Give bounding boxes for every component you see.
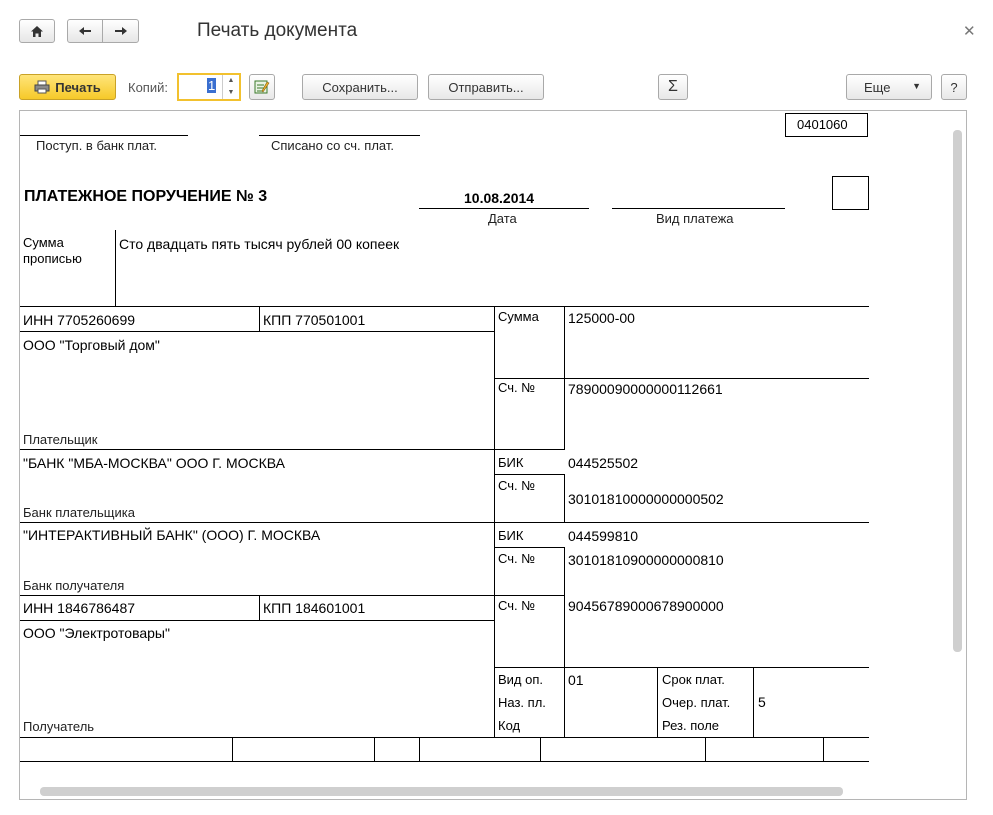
close-icon[interactable]: ✕	[963, 23, 976, 40]
print-button-label: Печать	[55, 79, 101, 95]
grid-line	[20, 306, 869, 307]
recipient-kpp: КПП 184601001	[263, 600, 366, 616]
payer-bank-account: 30101810000000000502	[568, 491, 724, 507]
priority-label: Очер. плат.	[662, 695, 731, 710]
reserve-label: Рез. поле	[662, 718, 720, 733]
grid-line	[705, 737, 706, 761]
grid-line	[232, 737, 233, 761]
amount-words-label-1: Сумма	[23, 235, 64, 250]
recipient-label: Получатель	[23, 719, 95, 734]
more-button[interactable]	[846, 74, 932, 100]
due-label: Срок плат.	[662, 672, 725, 687]
grid-line	[20, 522, 869, 523]
payment-type-box	[832, 176, 869, 210]
recipient-bank-account-label: Сч. №	[498, 551, 536, 566]
dropdown-arrow-icon: ▼	[912, 81, 921, 91]
edit-button[interactable]	[249, 74, 275, 100]
payer-account: 78900090000000112661	[568, 381, 723, 397]
copies-stepper[interactable]: ▲ ▼	[222, 75, 239, 99]
window-title: Печать документа	[197, 20, 358, 41]
recipient-bank-bik-label: БИК	[498, 528, 524, 543]
amount-words: Сто двадцать пять тысяч рублей 00 копеек	[119, 236, 400, 252]
grid-line	[540, 737, 541, 761]
grid-line	[20, 737, 869, 738]
copies-input[interactable]	[177, 73, 241, 101]
recipient-bank-bik: 044599810	[568, 528, 639, 544]
grid-line	[564, 667, 565, 737]
grid-line	[259, 306, 260, 331]
purpose-label: Наз. пл.	[498, 695, 546, 710]
date-value: 10.08.2014	[464, 190, 535, 206]
payer-bank-account-label: Сч. №	[498, 478, 536, 493]
payer-name: ООО "Торговый дом"	[23, 337, 160, 353]
payer-bank-bik: 044525502	[568, 455, 639, 471]
back-button[interactable]	[67, 19, 103, 43]
grid-line	[494, 667, 869, 668]
sum-button[interactable]: Σ	[658, 74, 688, 100]
recipient-bank: "ИНТЕРАКТИВНЫЙ БАНК" (ООО) Г. МОСКВА	[23, 527, 321, 543]
grid-line	[20, 595, 565, 596]
grid-line	[564, 547, 565, 595]
debited-label: Списано со сч. плат.	[271, 138, 394, 153]
code-label: Код	[498, 718, 521, 733]
home-button[interactable]	[19, 19, 55, 43]
amount-words-divider	[115, 230, 116, 306]
payment-type-line	[612, 208, 785, 209]
send-button[interactable]: Отправить...	[428, 74, 544, 100]
horizontal-scrollbar[interactable]	[40, 787, 843, 796]
recipient-name: ООО "Электротовары"	[23, 625, 170, 641]
op-type-label: Вид оп.	[498, 672, 544, 687]
print-button[interactable]	[19, 74, 116, 100]
payer-inn: ИНН 7705260699	[23, 312, 136, 328]
debited-line	[259, 135, 420, 136]
grid-line	[20, 331, 494, 332]
help-button[interactable]: ?	[941, 74, 967, 100]
grid-line	[20, 620, 494, 621]
bank-received-label: Поступ. в банк плат.	[36, 138, 158, 153]
grid-line	[753, 667, 754, 737]
grid-line	[494, 474, 564, 475]
document-title: ПЛАТЕЖНОЕ ПОРУЧЕНИЕ № 3	[24, 188, 268, 205]
payment-type-label: Вид платежа	[656, 211, 734, 226]
copies-value: 1	[208, 78, 216, 93]
home-icon	[30, 25, 44, 38]
save-button[interactable]: Сохранить...	[302, 74, 418, 100]
grid-line	[20, 761, 869, 762]
grid-line	[20, 449, 565, 450]
date-line	[419, 208, 589, 209]
date-label: Дата	[488, 211, 517, 226]
priority-value: 5	[758, 694, 766, 710]
recipient-account-label: Сч. №	[498, 598, 536, 613]
recipient-bank-account: 30101810900000000810	[568, 552, 724, 568]
sum-label: Сумма	[498, 309, 539, 324]
grid-line	[419, 737, 420, 761]
printer-icon	[34, 80, 50, 94]
grid-line	[657, 667, 658, 737]
bank-received-line	[20, 135, 188, 136]
recipient-bank-label: Банк получателя	[23, 578, 125, 593]
payer-kpp: КПП 770501001	[263, 312, 366, 328]
grid-line	[564, 474, 565, 522]
vertical-scrollbar[interactable]	[953, 130, 962, 652]
amount-words-label-2: прописью	[23, 251, 82, 266]
payer-bank: "БАНК "МБА-МОСКВА" ООО Г. МОСКВА	[23, 455, 285, 471]
payer-bank-label: Банк плательщика	[23, 505, 135, 520]
sum-value: 125000-00	[568, 310, 635, 326]
more-button-label: Еще	[864, 79, 891, 95]
edit-document-icon	[254, 79, 270, 95]
grid-line	[259, 595, 260, 620]
grid-line	[494, 547, 564, 548]
forward-button[interactable]	[102, 19, 139, 43]
grid-line	[494, 378, 869, 379]
grid-line	[564, 595, 565, 667]
recipient-inn: ИНН 1846786487	[23, 600, 136, 616]
payer-bank-bik-label: БИК	[498, 455, 524, 470]
payer-label: Плательщик	[23, 432, 98, 447]
recipient-account: 90456789000678900000	[568, 598, 724, 614]
grid-line	[823, 737, 824, 761]
form-code: 0401060	[797, 117, 848, 132]
grid-line	[374, 737, 375, 761]
copies-label: Копий:	[128, 80, 168, 95]
op-type-value: 01	[568, 672, 584, 688]
arrow-right-icon	[114, 26, 128, 36]
payer-account-label: Сч. №	[498, 380, 536, 395]
arrow-left-icon	[78, 26, 92, 36]
